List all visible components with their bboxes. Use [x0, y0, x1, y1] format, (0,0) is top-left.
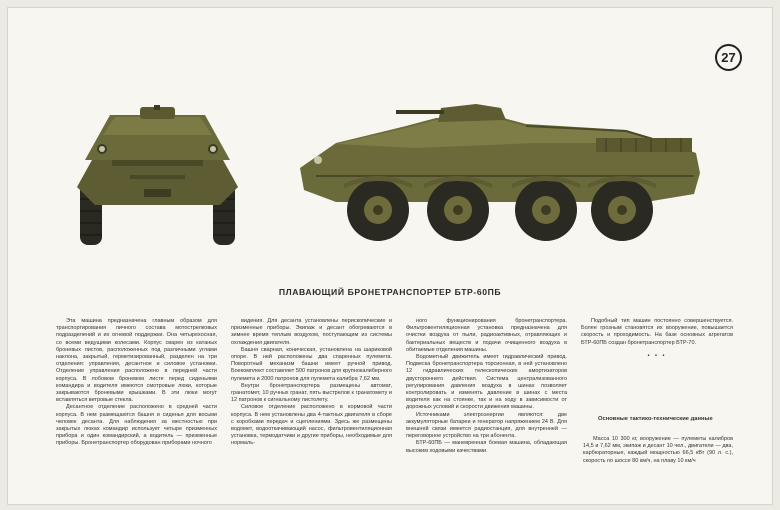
paragraph: Масса 10 300 кг, вооружение — пулеметы калибров 14,5 и 7,62 мм, экипаж и десант 10 чел., двигатели — два, карбюраторные, каждый мощностью 66,5 кВт (90 л. с.), скорость по шоссе 80 км/ч, на плаву 10 км/ч — [583, 436, 733, 464]
vehicle-front-view — [70, 105, 245, 250]
text-column-3 — [406, 318, 567, 455]
separator-dots: • • • — [647, 352, 667, 359]
text-column-2 — [231, 318, 392, 448]
paragraph: Эта машина предназначена главным образом для транспортирования личного состава мотострелковых подразделений и их огневой поддержки. Она четырехосная, со всеми ведущими колесами. Корпус сварен из катаных броневых листов, расположенных под различными углами наклона, закрытый, герметизированный, разделен на три отделения: управления, десантное и силовое установки. Отделение управления расположено в передней части корпуса. В лобовом броневом листе перед сиденьями командира и водителя имеются смотровые люки, которые закрываются броневыми крышками. В эти люки могут вставляться ветровые стекла. — [56, 318, 217, 404]
paragraph: ного функционирования бронетранспортера. Фильтровентиляционная установка предназначена для очистки воздуха от пыли, радиоактивных, отравляющих и бактериальных веществ и подачи очищенного воздуха в обитаемые отделения машины. — [406, 318, 567, 353]
text-column-1 — [56, 318, 217, 448]
spec-heading: Основные тактико-технические данные — [598, 416, 713, 422]
paragraph: видения. Для десанта установлены перископические и призменные приборы. Экипаж и десант обогреваются в зимнее время теплым воздухом, поступающим из системы охлаждения двигателя. — [231, 318, 392, 346]
paragraph: Подобный тип машин постоянно совершенствуется. Более грозным становятся их вооружение, повышается скорость и проходимость. На базе основных агрегатов БТР-60ПБ создан бронетранспортер БТР-70. — [581, 318, 733, 346]
paragraph: Башня сварная, коническая, установлена на шариковой опоре. В ней расположены два спаренных пулемета. Поворотный механизм башни имеет ручной привод. Боекомплект составляет 500 патронов для крупнокалиберного пулемета и 2000 патронов для пулемета калибра 7,62 мм. — [231, 346, 392, 382]
text-column-4 — [581, 318, 733, 360]
vehicle-side-view — [296, 98, 706, 248]
paragraph: Водометный движитель имеет гидравлический привод. Подвеска бронетранспортера торсионная, в ней установлено 12 гидравлических телескопических амортизаторов двустороннего действия. Система централизованного регулирования давления воздуха в шинах позволяет контролировать и изменять давление в шинах с места водителя как на стоянке, так и на ходу в зависимости от дорожных условий и скорости движения машины. — [406, 354, 567, 411]
paragraph: Силовое отделение расположено в кормовой части корпуса. В нем установлены два 4-тактных двигателя в сборе с коробками передач и сцеплениями. Здесь же размещены водомет, водооткачивающий насос, фильтровентиляционная установка, термодатчики и другие приборы, необходимые для нормаль- — [231, 404, 392, 447]
page-number: 27 — [715, 44, 742, 71]
page-title: ПЛАВАЮЩИЙ БРОНЕТРАНСПОРТЕР БТР-60ПБ — [278, 287, 502, 297]
spec-text — [583, 436, 733, 465]
paragraph: БТР-60ПБ — маневренная боевая машина, обладающая высоким ходовыми качествами. — [406, 440, 567, 454]
paragraph: Внутри бронетранспортера размещены автомат, гранатомет, 10 ручных гранат, пять выстрелов к гранатомету и 12 патронов к сигнальному пистолету. — [231, 382, 392, 404]
paragraph: Десантное отделение расположено в средней части корпуса. В нем размещаются башня и сиденья для восьми человек десанта. Для наблюдения за местностью при закрытых люках командир использует четыре призменных прибора и один командирский, а водитель — призменные приборы. Бронетранспортер оборудован приборами ночного — [56, 404, 217, 447]
paragraph: Источниками электроэнергии являются: две аккумуляторные батареи и генератор напряжением 24 В. Для внешней связи имеется радиостанция, для внутренней — переговорное устройство на три абонента. — [406, 411, 567, 440]
